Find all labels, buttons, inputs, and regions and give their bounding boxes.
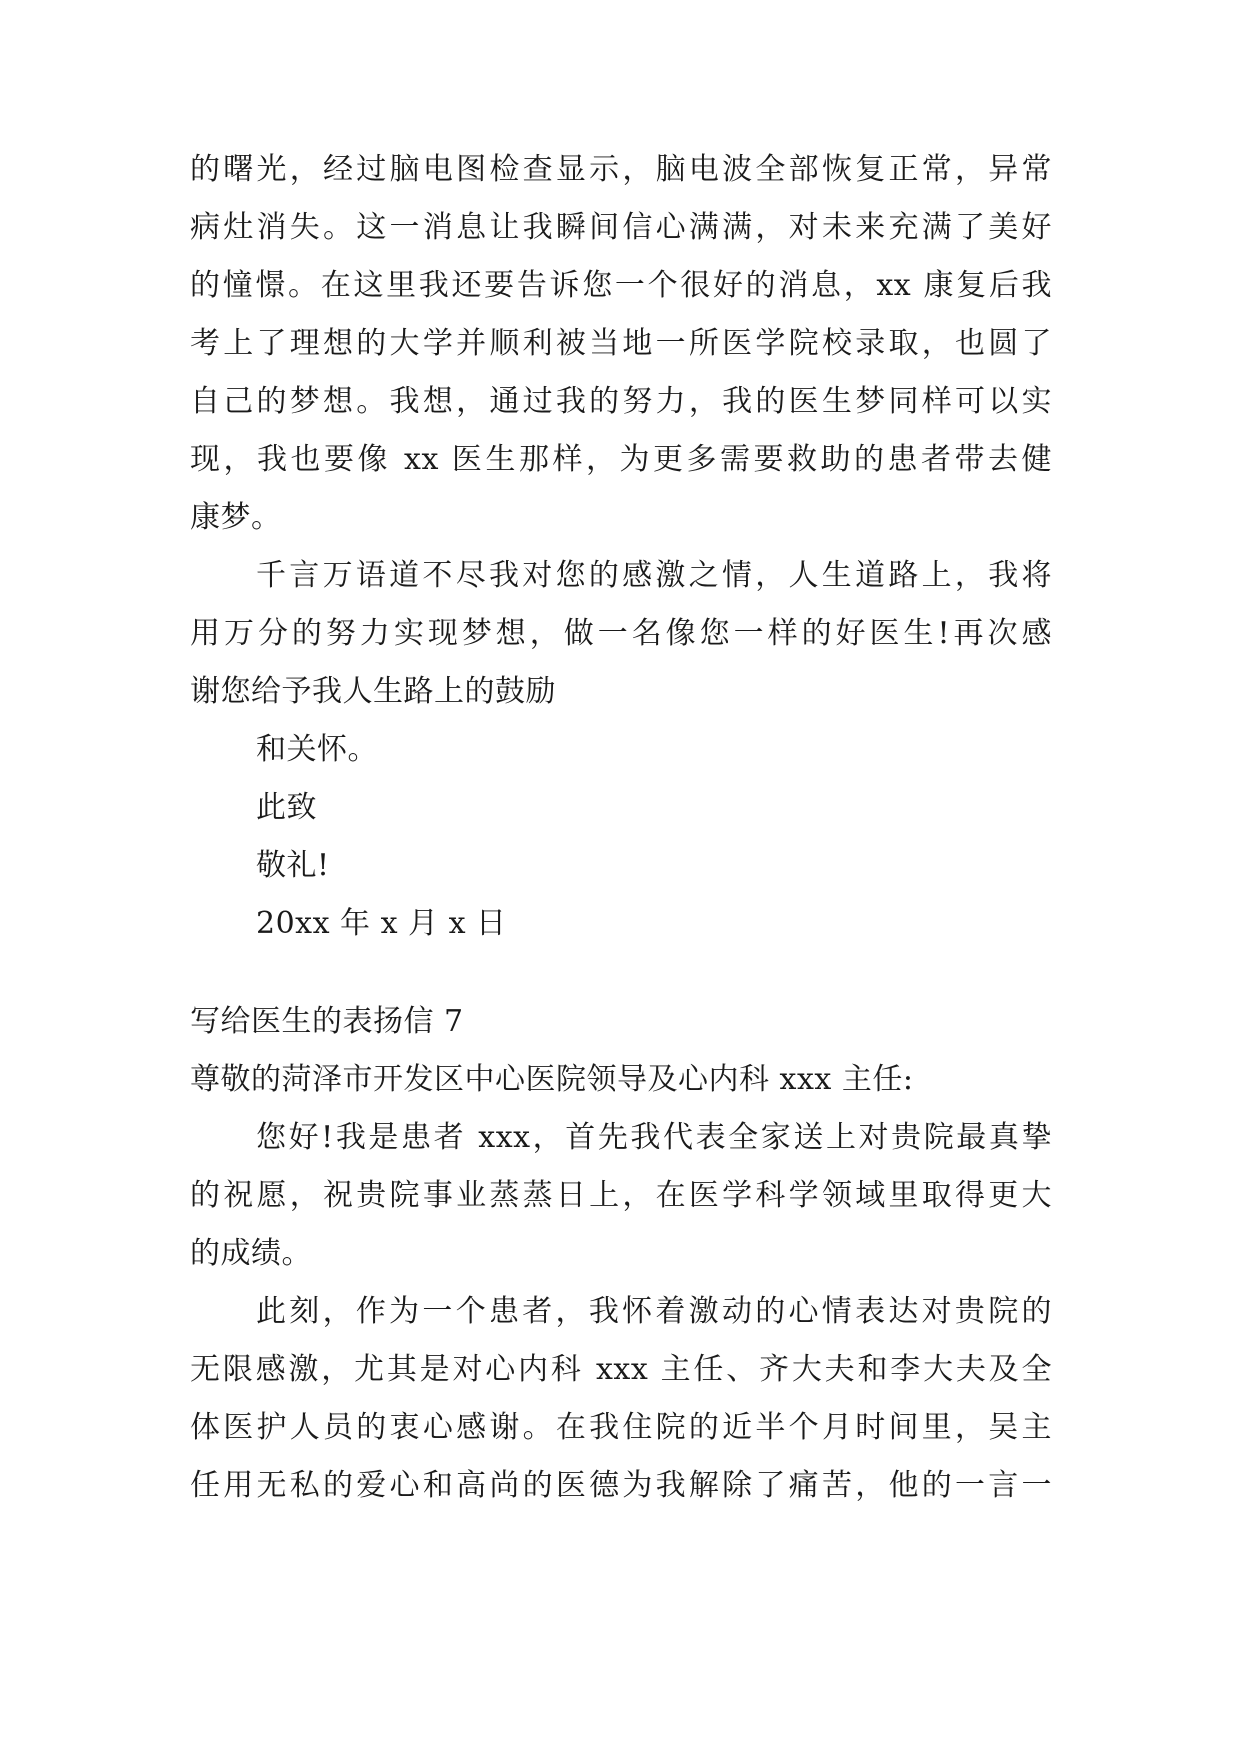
text-line: 考上了理想的大学并顺利被当地一所医学院校录取，也圆了 [190, 326, 1052, 361]
paragraph-start: 此刻，作为一个患者，我怀着激动的心情表达对贵院的 [256, 1294, 1052, 1329]
text-line: 谢您给予我人生路上的鼓励 [190, 674, 556, 709]
text-line: 康梦。 [190, 500, 282, 535]
closing-salutation: 此致 [256, 790, 317, 825]
text-line: 的曙光，经过脑电图检查显示，脑电波全部恢复正常，异常 [190, 152, 1052, 187]
text-line: 任用无私的爱心和高尚的医德为我解除了痛苦，他的一言一 [190, 1468, 1052, 1503]
text-line: 无限感激，尤其是对心内科 xxx 主任、齐大夫和李大夫及全 [190, 1352, 1052, 1387]
letter-date: 20xx 年 x 月 x 日 [256, 906, 507, 941]
paragraph-start: 您好!我是患者 xxx，首先我代表全家送上对贵院最真挚 [256, 1120, 1052, 1155]
text-line: 的憧憬。在这里我还要告诉您一个很好的消息，xx 康复后我 [190, 268, 1052, 303]
letter-greeting: 尊敬的菏泽市开发区中心医院领导及心内科 xxx 主任: [190, 1062, 914, 1097]
text-line: 体医护人员的衷心感谢。在我住院的近半个月时间里，吴主 [190, 1410, 1052, 1445]
paragraph-start: 千言万语道不尽我对您的感激之情，人生道路上，我将 [256, 558, 1052, 593]
text-line: 的祝愿，祝贵院事业蒸蒸日上，在医学科学领域里取得更大 [190, 1178, 1052, 1213]
text-line: 和关怀。 [256, 732, 378, 767]
section-title: 写给医生的表扬信 7 [190, 1004, 464, 1039]
text-line: 的成绩。 [190, 1236, 312, 1271]
text-line: 现，我也要像 xx 医生那样，为更多需要救助的患者带去健 [190, 442, 1052, 477]
text-line: 病灶消失。这一消息让我瞬间信心满满，对未来充满了美好 [190, 210, 1052, 245]
text-line: 用万分的努力实现梦想，做一名像您一样的好医生!再次感 [190, 616, 1052, 651]
text-line: 自己的梦想。我想，通过我的努力，我的医生梦同样可以实 [190, 384, 1052, 419]
closing-regards: 敬礼! [256, 848, 330, 883]
